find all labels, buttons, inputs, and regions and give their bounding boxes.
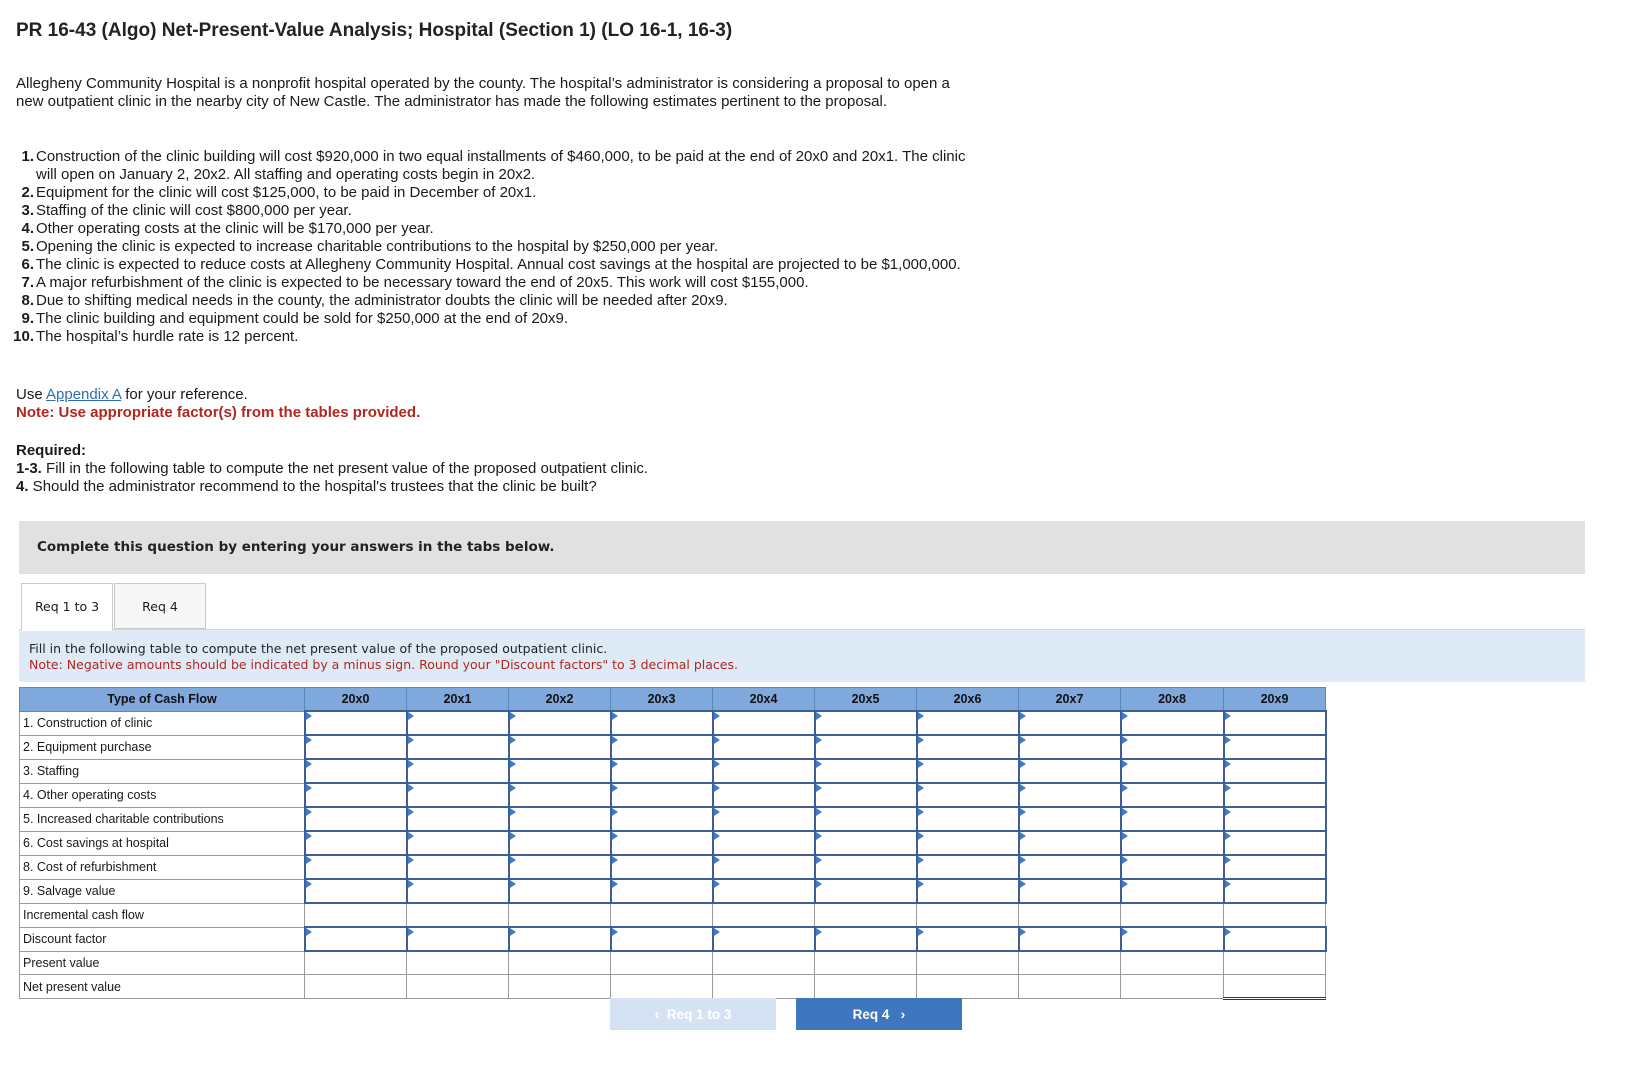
- amount-input-cell[interactable]: [611, 855, 713, 879]
- amount-input-cell[interactable]: [509, 927, 611, 951]
- amount-input-cell[interactable]: [1224, 759, 1326, 783]
- table-row: [20, 975, 1326, 999]
- row-label: 4. Other operating costs: [20, 783, 305, 807]
- estimate-text: The hospital’s hurdle rate is 12 percent.: [36, 328, 299, 345]
- amount-input-cell[interactable]: [305, 879, 407, 903]
- column-header-year: 20x1: [407, 688, 509, 712]
- amount-input-cell[interactable]: [917, 735, 1019, 759]
- amount-input-cell[interactable]: [305, 711, 407, 735]
- computed-cell: [917, 903, 1019, 927]
- row-label: 6. Cost savings at hospital: [20, 831, 305, 855]
- computed-cell: [509, 951, 611, 975]
- amount-input-cell[interactable]: [407, 711, 509, 735]
- computed-cell: [917, 951, 1019, 975]
- column-header-year: 20x3: [611, 688, 713, 712]
- estimate-text: Equipment for the clinic will cost $125,000, to be paid in December of 20x1.: [36, 184, 537, 201]
- amount-input-cell[interactable]: [815, 807, 917, 831]
- amount-input-cell[interactable]: [407, 855, 509, 879]
- amount-input-cell[interactable]: [1224, 711, 1326, 735]
- amount-input-cell[interactable]: [1019, 711, 1121, 735]
- amount-input-cell[interactable]: [611, 807, 713, 831]
- amount-input-cell[interactable]: [1019, 831, 1121, 855]
- amount-input-cell[interactable]: [509, 855, 611, 879]
- row-label: 3. Staffing: [20, 759, 305, 783]
- amount-input-cell[interactable]: [611, 831, 713, 855]
- row-label: 2. Equipment purchase: [20, 735, 305, 759]
- estimate-item: [0, 202, 980, 220]
- computed-cell: [407, 975, 509, 999]
- reference-suffix: for your reference.: [121, 386, 248, 403]
- amount-input-cell[interactable]: [917, 879, 1019, 903]
- amount-input-cell[interactable]: [713, 831, 815, 855]
- estimate-text: The clinic building and equipment could be sold for $250,000 at the end of 20x9.: [36, 310, 569, 327]
- row-label: 9. Salvage value: [20, 879, 305, 903]
- row-label: Present value: [20, 951, 305, 975]
- net-present-value-total-cell: [1224, 975, 1326, 999]
- amount-input-cell[interactable]: [509, 879, 611, 903]
- amount-input-cell[interactable]: [611, 927, 713, 951]
- row-label: 8. Cost of refurbishment: [20, 855, 305, 879]
- column-header-year: 20x8: [1121, 688, 1224, 712]
- amount-input-cell[interactable]: [611, 759, 713, 783]
- table-row: [20, 807, 1326, 831]
- estimate-number: 1.: [21, 148, 34, 165]
- estimate-item: [0, 310, 980, 328]
- amount-input-cell[interactable]: [713, 807, 815, 831]
- table-row: [20, 879, 1326, 903]
- amount-input-cell[interactable]: [611, 879, 713, 903]
- estimate-number: 6.: [21, 256, 34, 273]
- column-header-year: 20x0: [305, 688, 407, 712]
- table-row: [20, 927, 1326, 951]
- amount-input-cell[interactable]: [917, 927, 1019, 951]
- prev-req-button[interactable]: [610, 998, 776, 1030]
- amount-input-cell[interactable]: [407, 927, 509, 951]
- column-header-year: 20x6: [917, 688, 1019, 712]
- factor-note: Note: Use appropriate factor(s) from the tables provided.: [16, 404, 421, 421]
- amount-input-cell[interactable]: [815, 759, 917, 783]
- amount-input-cell[interactable]: [1019, 879, 1121, 903]
- required-item-text: Fill in the following table to compute the net present value of the proposed outpatient clinic.: [41, 460, 649, 477]
- computed-cell: [917, 975, 1019, 999]
- amount-input-cell[interactable]: [305, 783, 407, 807]
- amount-input-cell[interactable]: [1121, 879, 1224, 903]
- required-heading: Required:: [16, 442, 87, 459]
- computed-cell: [305, 975, 407, 999]
- estimate-item: [0, 274, 980, 292]
- column-header-year: 20x4: [713, 688, 815, 712]
- amount-input-cell[interactable]: [815, 927, 917, 951]
- table-row: [20, 831, 1326, 855]
- amount-input-cell[interactable]: [1224, 831, 1326, 855]
- prev-req-label: Req 1 to 3: [666, 1007, 732, 1022]
- amount-input-cell[interactable]: [815, 783, 917, 807]
- amount-input-cell[interactable]: [509, 711, 611, 735]
- banner-text: Complete this question by entering your answers in the tabs below.: [37, 539, 555, 555]
- page-title: PR 16-43 (Algo) Net-Present-Value Analysis; Hospital (Section 1) (LO 16-1, 16-3): [16, 20, 733, 41]
- amount-input-cell[interactable]: [407, 807, 509, 831]
- estimate-number: 10.: [13, 328, 34, 345]
- estimate-item: [0, 292, 980, 310]
- computed-cell: [713, 975, 815, 999]
- required-item-num: 4.: [16, 478, 29, 495]
- chevron-right-icon: ›: [900, 1006, 906, 1022]
- table-header-row: [20, 688, 1326, 712]
- amount-input-cell[interactable]: [713, 927, 815, 951]
- amount-input-cell[interactable]: [1121, 735, 1224, 759]
- computed-cell: [1019, 975, 1121, 999]
- amount-input-cell[interactable]: [305, 927, 407, 951]
- amount-input-cell[interactable]: [1019, 735, 1121, 759]
- computed-cell: [1019, 903, 1121, 927]
- amount-input-cell[interactable]: [713, 783, 815, 807]
- amount-input-cell[interactable]: [509, 735, 611, 759]
- estimate-number: 9.: [21, 310, 34, 327]
- panel-instruction-text: Fill in the following table to compute the net present value of the proposed outpatient clinic.: [29, 641, 608, 656]
- amount-input-cell[interactable]: [815, 831, 917, 855]
- panel-note-text: Note: Negative amounts should be indicated by a minus sign. Round your "Discount factors" to 3 decimal places.: [29, 657, 738, 672]
- amount-input-cell[interactable]: [407, 879, 509, 903]
- computed-cell: [407, 951, 509, 975]
- estimate-number: 8.: [21, 292, 34, 309]
- amount-input-cell[interactable]: [305, 855, 407, 879]
- amount-input-cell[interactable]: [713, 759, 815, 783]
- amount-input-cell[interactable]: [713, 735, 815, 759]
- table-row: [20, 855, 1326, 879]
- computed-cell: [1121, 903, 1224, 927]
- computed-cell: [509, 975, 611, 999]
- amount-input-cell[interactable]: [407, 783, 509, 807]
- estimate-text: Construction of the clinic building will cost $920,000 in two equal installments of $460,000, to be paid at the end of 20x0 and 20x1. The clinic will open on January 2, 20x2. All staffing and operating costs begin in 20x2.: [36, 148, 966, 183]
- computed-cell: [713, 903, 815, 927]
- computed-cell: [1224, 903, 1326, 927]
- estimate-item: [0, 148, 980, 184]
- amount-input-cell[interactable]: [1224, 783, 1326, 807]
- amount-input-cell[interactable]: [509, 783, 611, 807]
- required-item-num: 1-3.: [16, 460, 42, 477]
- row-label: Discount factor: [20, 927, 305, 951]
- tab-req-4[interactable]: Req 4: [114, 583, 206, 629]
- estimate-item: [0, 238, 980, 256]
- amount-input-cell[interactable]: [917, 759, 1019, 783]
- amount-input-cell[interactable]: [611, 711, 713, 735]
- amount-input-cell[interactable]: [509, 831, 611, 855]
- reference-prefix: Use: [16, 386, 47, 403]
- table-row: [20, 951, 1326, 975]
- amount-input-cell[interactable]: [917, 783, 1019, 807]
- computed-cell: [1224, 951, 1326, 975]
- cash-flow-table: [19, 687, 1327, 1000]
- estimate-number: 3.: [21, 202, 34, 219]
- amount-input-cell[interactable]: [611, 783, 713, 807]
- amount-input-cell[interactable]: [1121, 927, 1224, 951]
- computed-cell: [713, 951, 815, 975]
- estimates-list: [0, 148, 980, 346]
- amount-input-cell[interactable]: [713, 855, 815, 879]
- amount-input-cell[interactable]: [1121, 807, 1224, 831]
- computed-cell: [1121, 951, 1224, 975]
- amount-input-cell[interactable]: [1224, 855, 1326, 879]
- amount-input-cell[interactable]: [305, 807, 407, 831]
- amount-input-cell[interactable]: [815, 735, 917, 759]
- estimate-number: 2.: [21, 184, 34, 201]
- amount-input-cell[interactable]: [1019, 783, 1121, 807]
- row-label: Net present value: [20, 975, 305, 999]
- computed-cell: [407, 903, 509, 927]
- amount-input-cell[interactable]: [509, 807, 611, 831]
- amount-input-cell[interactable]: [407, 735, 509, 759]
- computed-cell: [611, 975, 713, 999]
- amount-input-cell[interactable]: [1019, 807, 1121, 831]
- amount-input-cell[interactable]: [917, 807, 1019, 831]
- amount-input-cell[interactable]: [815, 879, 917, 903]
- amount-input-cell[interactable]: [1019, 855, 1121, 879]
- row-label: 1. Construction of clinic: [20, 711, 305, 735]
- row-label: 5. Increased charitable contributions: [20, 807, 305, 831]
- estimate-number: 5.: [21, 238, 34, 255]
- amount-input-cell[interactable]: [305, 735, 407, 759]
- amount-input-cell[interactable]: [1224, 927, 1326, 951]
- amount-input-cell[interactable]: [1019, 759, 1121, 783]
- required-item: [16, 460, 648, 478]
- estimate-item: [0, 328, 980, 346]
- amount-input-cell[interactable]: [713, 879, 815, 903]
- amount-input-cell[interactable]: [815, 855, 917, 879]
- required-item-text: Should the administrator recommend to the hospital's trustees that the clinic be built?: [28, 478, 597, 495]
- computed-cell: [1121, 975, 1224, 999]
- estimate-number: 7.: [21, 274, 34, 291]
- computed-cell: [305, 903, 407, 927]
- computed-cell: [1019, 951, 1121, 975]
- column-header-year: 20x5: [815, 688, 917, 712]
- table-row: [20, 903, 1326, 927]
- computed-cell: [815, 951, 917, 975]
- estimate-text: Opening the clinic is expected to increase charitable contributions to the hospital by $250,000 per year.: [36, 238, 719, 255]
- table-row: [20, 711, 1326, 735]
- estimate-text: A major refurbishment of the clinic is expected to be necessary toward the end of 20x5. This work will cost $155,000.: [36, 274, 809, 291]
- amount-input-cell[interactable]: [1121, 783, 1224, 807]
- next-req-label: Req 4: [852, 1007, 890, 1022]
- amount-input-cell[interactable]: [305, 831, 407, 855]
- appendix-a-link[interactable]: Appendix A: [46, 386, 122, 403]
- estimate-text: Other operating costs at the clinic will be $170,000 per year.: [36, 220, 434, 237]
- table-row: [20, 759, 1326, 783]
- amount-input-cell[interactable]: [407, 759, 509, 783]
- required-item: [16, 478, 648, 496]
- intro-paragraph: Allegheny Community Hospital is a nonprofit hospital operated by the county. The hospital’s administrator is considering a proposal to open a new outpatient clinic in the nearby city of New Castle. The administrator has made the following estimates pertinent to the proposal.: [16, 75, 950, 110]
- table-row: [20, 735, 1326, 759]
- amount-input-cell[interactable]: [917, 855, 1019, 879]
- amount-input-cell[interactable]: [305, 759, 407, 783]
- estimate-text: Staffing of the clinic will cost $800,000 per year.: [36, 202, 352, 219]
- estimate-item: [0, 256, 980, 274]
- amount-input-cell[interactable]: [1121, 711, 1224, 735]
- amount-input-cell[interactable]: [611, 735, 713, 759]
- amount-input-cell[interactable]: [917, 711, 1019, 735]
- chevron-left-icon: ‹: [654, 1006, 660, 1022]
- amount-input-cell[interactable]: [917, 831, 1019, 855]
- required-block: [16, 442, 648, 496]
- amount-input-cell[interactable]: [509, 759, 611, 783]
- amount-input-cell[interactable]: [1121, 855, 1224, 879]
- amount-input-cell[interactable]: [815, 711, 917, 735]
- computed-cell: [815, 975, 917, 999]
- column-header-year: 20x7: [1019, 688, 1121, 712]
- estimate-text: Due to shifting medical needs in the county, the administrator doubts the clinic will be needed after 20x9.: [36, 292, 728, 309]
- estimate-item: [0, 184, 980, 202]
- column-header-type: Type of Cash Flow: [20, 688, 305, 712]
- next-req-button[interactable]: [796, 998, 962, 1030]
- computed-cell: [509, 903, 611, 927]
- panel-instructions: [19, 629, 1585, 682]
- amount-input-cell[interactable]: [1121, 759, 1224, 783]
- amount-input-cell[interactable]: [1019, 927, 1121, 951]
- amount-input-cell[interactable]: [1224, 735, 1326, 759]
- tab-req-1-to-3[interactable]: Req 1 to 3: [21, 583, 113, 631]
- reference-block: [16, 386, 420, 422]
- column-header-year: 20x2: [509, 688, 611, 712]
- table-row: [20, 783, 1326, 807]
- amount-input-cell[interactable]: [1121, 831, 1224, 855]
- computed-cell: [815, 903, 917, 927]
- amount-input-cell[interactable]: [1224, 879, 1326, 903]
- computed-cell: [305, 951, 407, 975]
- amount-input-cell[interactable]: [1224, 807, 1326, 831]
- amount-input-cell[interactable]: [713, 711, 815, 735]
- computed-cell: [611, 951, 713, 975]
- amount-input-cell[interactable]: [407, 831, 509, 855]
- row-label: Incremental cash flow: [20, 903, 305, 927]
- estimate-number: 4.: [21, 220, 34, 237]
- computed-cell: [611, 903, 713, 927]
- estimate-text: The clinic is expected to reduce costs at Allegheny Community Hospital. Annual cost savings at the hospital are projected to be $1,000,000.: [36, 256, 961, 273]
- instructions-banner: [19, 521, 1585, 574]
- estimate-item: [0, 220, 980, 238]
- column-header-year: 20x9: [1224, 688, 1326, 712]
